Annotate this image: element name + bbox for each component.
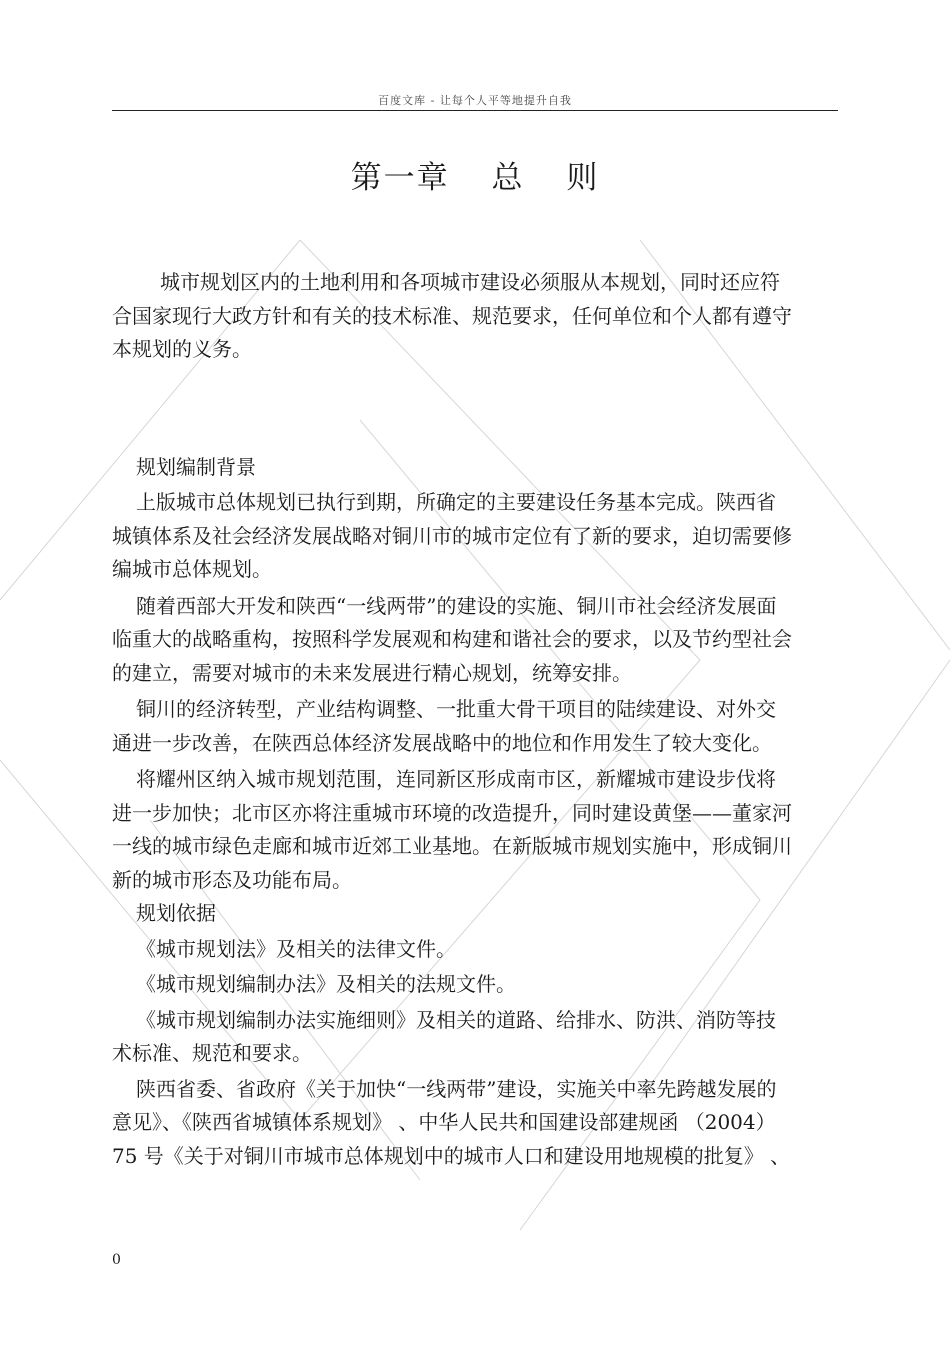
basis-item-2: 《城市规划编制办法》及相关的法规文件。 (136, 972, 516, 996)
page-header: 百度文库 - 让每个人平等地提升自我 (378, 94, 572, 107)
spacer (112, 367, 792, 451)
basis-item-3: 《城市规划编制办法实施细则》及相关的道路、给排水、防洪、消防等技术标准、规范和要求。 (112, 1007, 776, 1065)
intro-paragraph: 城市规划区内的土地利用和各项城市建设必须服从本规划，同时还应符合国家现行大政方针和有关的技术标准、规范要求，任何单位和个人都有遵守本规划的义务。 (112, 270, 792, 361)
basis-item-1: 《城市规划法》及相关的法律文件。 (136, 936, 456, 961)
document-body (112, 266, 792, 1173)
background-paragraph-4: 将耀州区纳入城市规划范围，连同新区形成南市区，新耀城市建设步伐将进一步加快；北市区亦将注重城市环境的改造提升，同时建设黄堡——董家河一线的城市绿色走廊和城市近郊工业基地。在新版城市规划实施中，形成铜川新的城市形态及功能布局。 (112, 767, 792, 892)
background-paragraph-3: 铜川的经济转型，产业结构调整、一批重大骨干项目的陆续建设、对外交通进一步改善，在陕西总体经济发展战略中的地位和作用发生了较大变化。 (112, 697, 776, 755)
section-heading-background: 规划编制背景 (136, 454, 256, 479)
basis-item-4: 陕西省委、省政府《关于加快“一线两带”建设，实施关中率先跨越发展的意见》、《陕西省城镇体系规划》 、中华人民共和国建设部建规函 （2004）75 号《关于对铜川市城市总体规划中的城市人口和建设用地规模的批复》 、 (112, 1076, 791, 1168)
chapter-title: 第一章 总 则 (350, 160, 600, 196)
page-number: 0 (112, 1252, 121, 1268)
header-divider (112, 110, 838, 111)
background-paragraph-2: 随着西部大开发和陕西“一线两带”的建设的实施、铜川市社会经济发展面临重大的战略重构，按照科学发展观和构建和谐社会的要求，以及节约型社会的建立，需要对城市的未来发展进行精心规划，统筹安排。 (112, 593, 792, 685)
section-heading-basis: 规划依据 (136, 901, 216, 925)
background-paragraph-1: 上版城市总体规划已执行到期，所确定的主要建设任务基本完成。陕西省城镇体系及社会经济发展战略对铜川市的城市定位有了新的要求，迫切需要修编城市总体规划。 (112, 490, 792, 581)
